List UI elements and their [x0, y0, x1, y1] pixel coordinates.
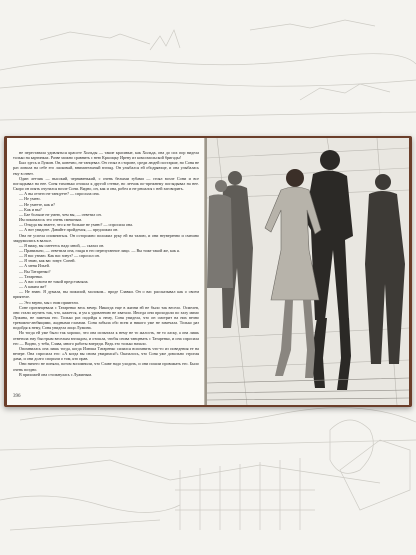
paragraph: Соне протанцевала с Татаренко весь вечер. Никогда еще в жизни ей не было так весело. Осмелев, они стали шутить так, что, кажется, и ум к удивлению не хватало. Иногда они проходили по залу мимо Лужина, не замечая его. Только раз подойдя к нему, Соня увидела, что он смотрит на них вечно тревожно-любящими, жадными глазами. Соня забыла обо всем и никого уже не замечала. Только раз подойдя к нему, Соня увидела лицо Лужина.	[13, 304, 199, 331]
paragraph: — Не знаю. Я думала, вы пожилой, молоком... вроде Славки. Он о вас рассказывал как о своем приятеле.	[13, 289, 199, 300]
paragraph: — А каким же?	[19, 284, 47, 290]
paragraph: Один летчик — высокий, чернявенький, с очень белыми зубами — стоял возле Сони и все поглядывал на нее. Соня тихонько отошла к другой стенке, но летчик по-прежнему поглядывал на нее. Скоро он опять очутился возле Сони. Видно, он, как и она, робел и не решался с ней заговорить.	[13, 175, 199, 192]
paragraph: — Я знаю, как вас зовут. Соней.	[19, 258, 76, 264]
paragraph: — Правильно, — ответила она, глядя в его перепуганное лицо. — Вы тоже такой же, как я.	[19, 247, 180, 253]
page-text	[13, 150, 199, 377]
open-book	[4, 136, 412, 407]
paragraph: — А вот увидите. Давайте пройдемся, — предложил он.	[19, 227, 119, 233]
paragraph: не переставала удивляться красоте Хильды — такие красивые, как Хильда, она до сих пор видела только на картинках. Разве можно сравнить с нею Красицку Ирену из комсомольской бригады!	[13, 150, 199, 161]
paragraph: — Татаренко.	[19, 273, 44, 279]
paragraph: — А вас совсем не такой представляла.	[19, 278, 89, 284]
paragraph: Был здесь и Лужин. Он, конечно, не танцевал. Он стоял в стороне, среди людей постарше, но Соня не раз ловила на себе его ласковый, внимательный взгляд. Он улыбался ей ободряюще, и она улыбалась ему в ответ.	[13, 160, 199, 176]
paragraph: Она не успела опомниться. Он осторожно положил руку ей на талию, и они неуверенно и смешно закружились в вальсе.	[13, 232, 199, 243]
paragraph: — Я вас узнаю. Как вас зовут? — спросил он.	[19, 253, 100, 259]
paragraph: — Я вижу, вы смеетесь надо мной, — сказал он.	[19, 242, 105, 248]
paragraph: Но тогда ей уже было так хорошо, что она испытала к нему не то жалость, не то ласку, а она лишь ответила ему быстрым веселым взглядом, и отошла, чтобы снова танцевать с Татаренко, и она спросила его — Видно, у тебя, Слава, много работы впереди. Ведь это только начало.	[13, 330, 199, 346]
paragraph: — Вы Татаренко?	[19, 268, 51, 274]
paragraph: Они ничего не поняли, потом вспомнили, что Славе надо уходить, и они пошли провожать его. Было очень поздно.	[13, 361, 199, 372]
paragraph: — Не умею.	[19, 196, 41, 202]
dance-illustration	[207, 138, 409, 405]
paragraph: — Откуда вы знаете, что я не больше не умею? — спросила она.	[19, 222, 133, 228]
paragraph: Опомнилась она лишь тогда, когда Илюша Татаренко силился вспомнить что-то из поведения ее на вечере. Она спросила его: «А когда вы снова увидимся?» Оказалось, что Соня уже довольно строгая дама, и они долго спорили о том, кто прав.	[13, 345, 199, 362]
left-page	[7, 138, 205, 405]
paragraph: — Это верно, мы с ним приятели.	[19, 299, 79, 305]
paragraph: — А меня Ильей.	[19, 263, 50, 269]
paragraph: — Бае больше не умею, чем вы, — ответил он.	[19, 211, 102, 217]
paragraph: — Как и вы?	[19, 206, 42, 212]
paragraph: — А вы отчего не танцуете? — спросила она.	[19, 191, 100, 197]
paragraph: — Не умеете, как и?	[19, 201, 55, 207]
page-number: 396	[13, 394, 21, 399]
right-page	[207, 138, 409, 405]
paragraph: Им показалось это очень смешным.	[19, 217, 83, 223]
paragraph: В прихожей она столкнулась с Лужиным.	[19, 371, 93, 377]
